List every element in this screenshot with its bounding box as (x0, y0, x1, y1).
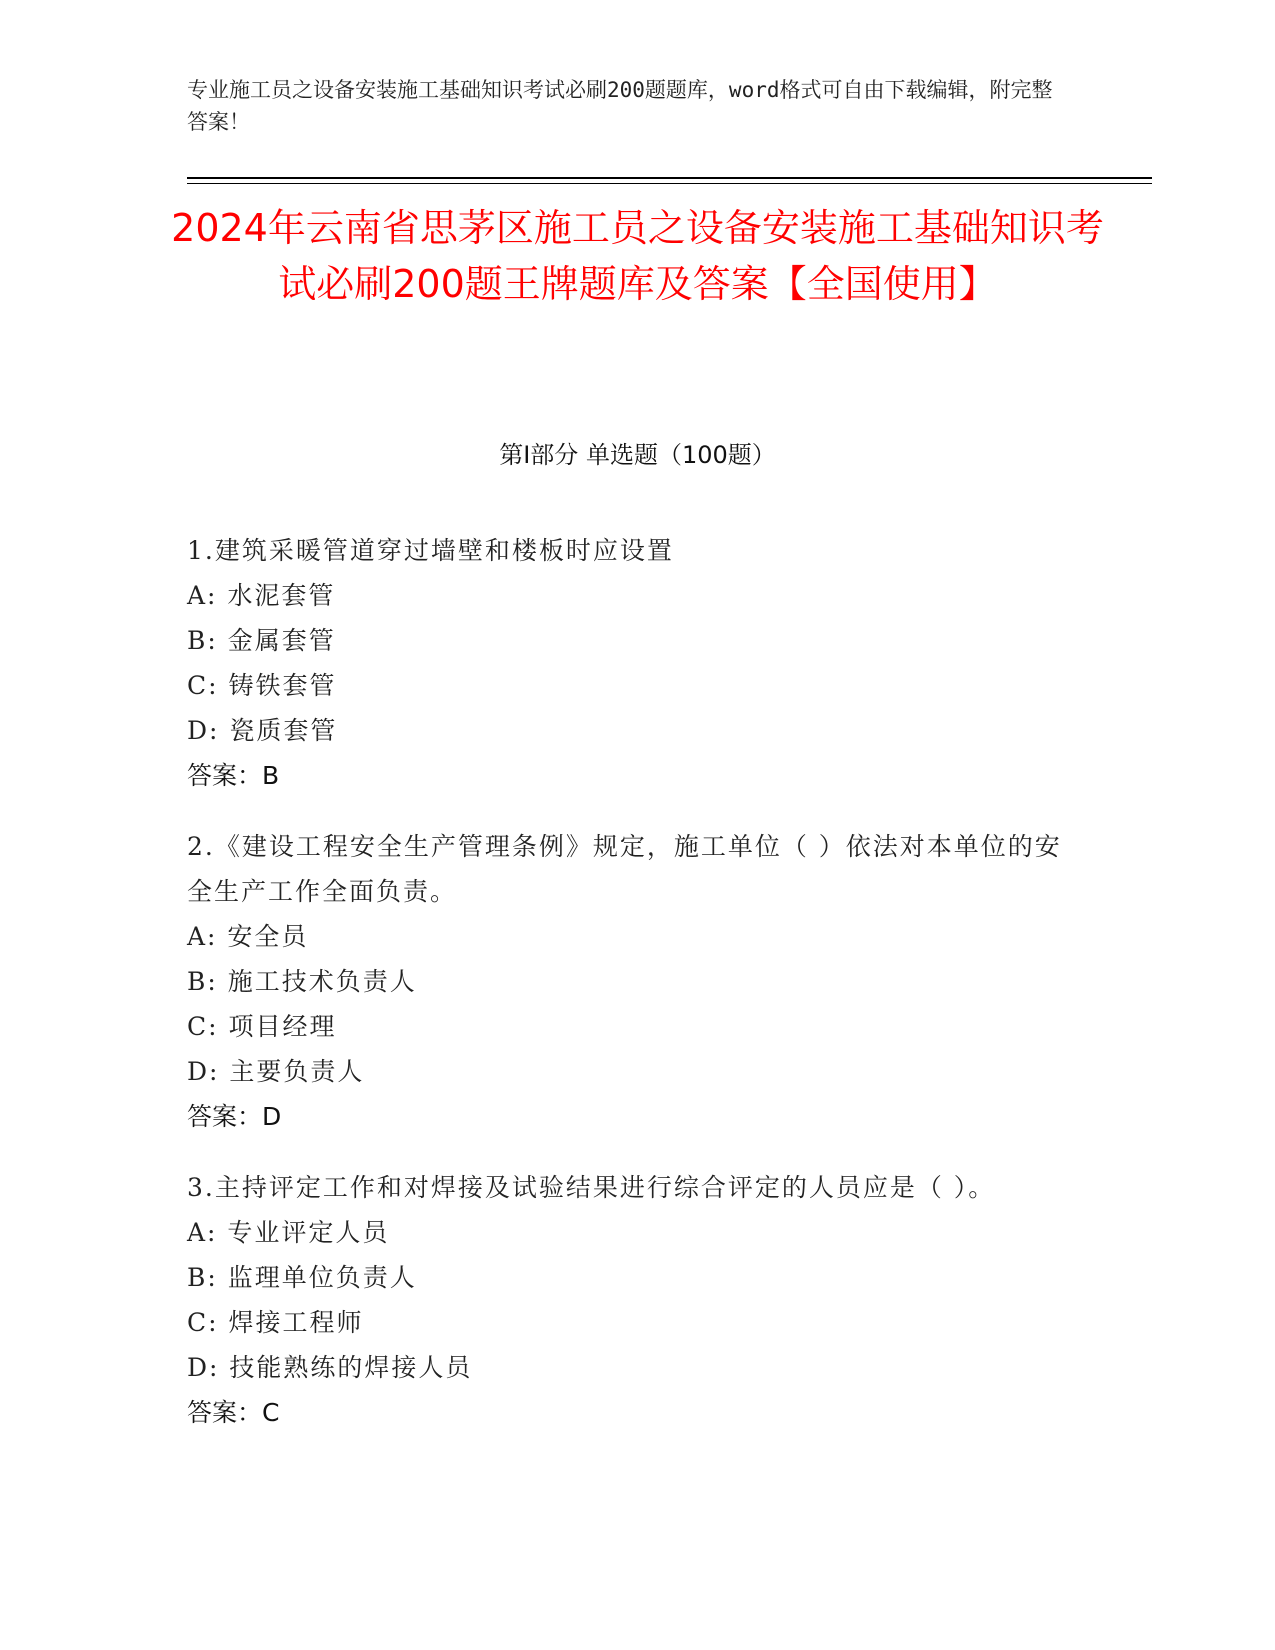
question-1 (187, 528, 1087, 798)
header-note: 专业施工员之设备安装施工基础知识考试必刷200题题库，word格式可自由下载编辑，附完整答案！ (187, 78, 1053, 134)
option-a: A: 水泥套管 (187, 581, 336, 610)
option-c: C: 铸铁套管 (187, 671, 337, 700)
answer-line: 答案：D (187, 1102, 282, 1131)
option-c: C: 焊接工程师 (187, 1308, 364, 1337)
document-title: 2024年云南省思茅区施工员之设备安装施工基础知识考试必刷200题王牌题库及答案【全国使用】 (171, 206, 1104, 306)
option-b: B: 金属套管 (187, 626, 336, 655)
question-3 (187, 1165, 1087, 1435)
option-d: D: 技能熟练的焊接人员 (187, 1353, 473, 1382)
option-a: A: 专业评定人员 (187, 1218, 390, 1247)
question-stem: 3.主持评定工作和对焊接及试验结果进行综合评定的人员应是（ ）。 (187, 1173, 996, 1202)
header-rule-thick (187, 177, 1152, 179)
option-b: B: 监理单位负责人 (187, 1263, 417, 1292)
option-d: D: 主要负责人 (187, 1057, 365, 1086)
option-d: D: 瓷质套管 (187, 716, 338, 745)
question-2 (187, 824, 1087, 1139)
question-list (187, 528, 1087, 1461)
header-rule-thin (187, 183, 1152, 184)
section-heading: 第Ⅰ部分 单选题（100题） (499, 441, 776, 469)
question-stem: 2.《建设工程安全生产管理条例》规定，施工单位（ ）依法对本单位的安全生产工作全面负责。 (187, 832, 1062, 906)
answer-line: 答案：C (187, 1398, 280, 1427)
option-a: A: 安全员 (187, 922, 309, 951)
question-stem: 1.建筑采暖管道穿过墙壁和楼板时应设置 (187, 536, 674, 565)
option-c: C: 项目经理 (187, 1012, 337, 1041)
option-b: B: 施工技术负责人 (187, 967, 417, 996)
answer-line: 答案：B (187, 761, 280, 790)
